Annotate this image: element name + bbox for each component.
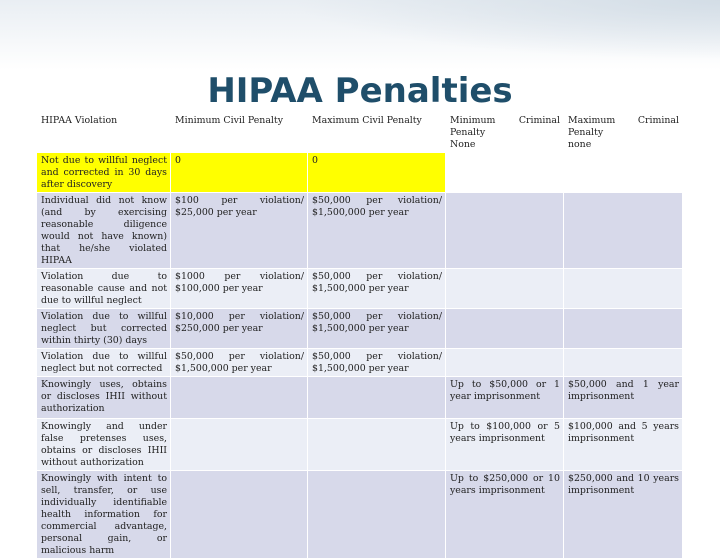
- max-civil-cell: $50,000 per violation/ $1,500,000 per year: [308, 309, 446, 349]
- table-row: [37, 419, 683, 471]
- min-civil-cell: [171, 377, 308, 419]
- min-criminal-cell: Up to $100,000 or 5 years imprisonment: [446, 419, 564, 471]
- violation-cell: Violation due to willful neglect but corrected within thirty (30) days: [37, 309, 171, 349]
- violation-cell: Individual did not know (and by exercising reasonable diligence would not have known) that he/she violated HIPAA: [37, 193, 171, 269]
- min-criminal-cell: [446, 193, 564, 269]
- max-criminal-cell: [564, 153, 683, 193]
- table-row: [37, 349, 683, 377]
- table-row: [37, 153, 683, 193]
- slide-header-band: [0, 0, 720, 70]
- min-criminal-cell: [446, 269, 564, 309]
- max-civil-cell: $50,000 per violation/ $1,500,000 per year: [308, 269, 446, 309]
- table-row: [37, 377, 683, 419]
- max-civil-cell: [308, 471, 446, 559]
- max-civil-cell: [308, 377, 446, 419]
- header-violation: HIPAA Violation: [37, 111, 171, 153]
- max-criminal-cell: $100,000 and 5 years imprisonment: [564, 419, 683, 471]
- penalties-table: [36, 110, 683, 559]
- header-decoration: [290, 0, 720, 60]
- header-min-civil: Minimum Civil Penalty: [171, 111, 308, 153]
- header-max-civil: Maximum Civil Penalty: [308, 111, 446, 153]
- min-criminal-cell: Up to $50,000 or 1 year imprisonment: [446, 377, 564, 419]
- table-header-row: [37, 111, 683, 153]
- header-min-criminal: Minimum Criminal Penalty None: [446, 111, 564, 153]
- max-criminal-value-row-1: none: [568, 139, 592, 150]
- violation-cell: Not due to willful neglect and corrected in 30 days after discovery: [37, 153, 171, 193]
- max-civil-cell: $50,000 per violation/ $1,500,000 per year: [308, 193, 446, 269]
- min-civil-cell: $10,000 per violation/ $250,000 per year: [171, 309, 308, 349]
- table-row: [37, 269, 683, 309]
- min-criminal-value-row-1: None: [450, 139, 476, 150]
- min-civil-cell: 0: [171, 153, 308, 193]
- min-civil-cell: [171, 471, 308, 559]
- min-criminal-cell: [446, 153, 564, 193]
- min-civil-cell: $50,000 per violation/ $1,500,000 per year: [171, 349, 308, 377]
- max-civil-cell: $50,000 per violation/ $1,500,000 per year: [308, 349, 446, 377]
- max-criminal-cell: $50,000 and 1 year imprisonment: [564, 377, 683, 419]
- min-criminal-cell: [446, 309, 564, 349]
- max-criminal-cell: $250,000 and 10 years imprisonment: [564, 471, 683, 559]
- violation-cell: Knowingly with intent to sell, transfer, or use individually identifiable health information for commercial advantage, personal gain, or malicious harm: [37, 471, 171, 559]
- header-max-criminal: Maximum Criminal Penalty none: [564, 111, 683, 153]
- table-row: [37, 193, 683, 269]
- min-criminal-cell: [446, 349, 564, 377]
- min-criminal-cell: Up to $250,000 or 10 years imprisonment: [446, 471, 564, 559]
- max-civil-cell: [308, 419, 446, 471]
- max-criminal-cell: [564, 193, 683, 269]
- max-criminal-cell: [564, 269, 683, 309]
- min-civil-cell: $100 per violation/ $25,000 per year: [171, 193, 308, 269]
- violation-cell: Knowingly uses, obtains or discloses IHII without authorization: [37, 377, 171, 419]
- violation-cell: Violation due to willful neglect but not corrected: [37, 349, 171, 377]
- min-civil-cell: [171, 419, 308, 471]
- max-criminal-cell: [564, 349, 683, 377]
- table-row: [37, 471, 683, 559]
- violation-cell: Violation due to reasonable cause and not due to willful neglect: [37, 269, 171, 309]
- max-criminal-cell: [564, 309, 683, 349]
- max-civil-cell: 0: [308, 153, 446, 193]
- violation-cell: Knowingly and under false pretenses uses, obtains or discloses IHII without authorization: [37, 419, 171, 471]
- slide-title: HIPAA Penalties: [207, 71, 513, 111]
- table-row: [37, 309, 683, 349]
- min-civil-cell: $1000 per violation/ $100,000 per year: [171, 269, 308, 309]
